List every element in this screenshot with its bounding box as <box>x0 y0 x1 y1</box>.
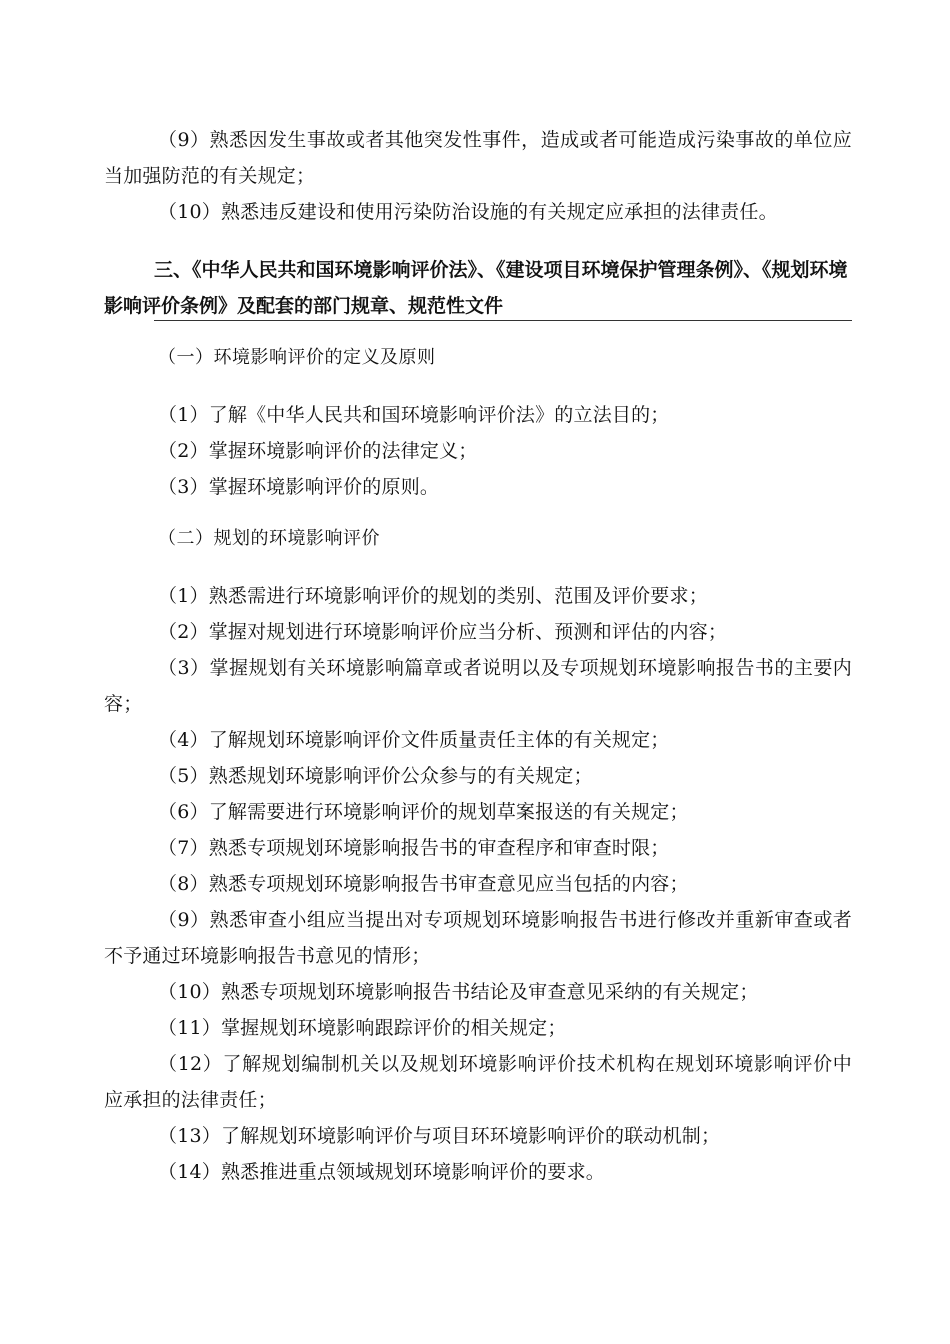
list-item: （14）熟悉推进重点领域规划环境影响评价的要求。 <box>158 1161 605 1183</box>
list-item: （1）熟悉需进行环境影响评价的规划的类别、范围及评价要求； <box>158 585 708 607</box>
list-item: （2）掌握对规划进行环境影响评价应当分析、预测和评估的内容； <box>158 621 728 643</box>
list-item: （3）掌握环境影响评价的原则。 <box>158 476 440 498</box>
subsection-title: （一）环境影响评价的定义及原则 <box>158 347 436 368</box>
list-item: （5）熟悉规划环境影响评价公众参与的有关规定； <box>158 765 593 787</box>
subsection-title: （二）规划的环境影响评价 <box>158 528 380 549</box>
list-item: （13）了解规划环境影响评价与项目环环境影响评价的联动机制； <box>158 1125 721 1147</box>
list-item: （3）掌握规划有关环境影响篇章或者说明以及专项规划环境影响报告书的主要内容； <box>104 657 852 715</box>
list-item: （7）熟悉专项规划环境影响报告书的审查程序和审查时限； <box>158 837 670 859</box>
list-item: （11）掌握规划环境影响跟踪评价的相关规定； <box>158 1017 567 1039</box>
list-item: （8）熟悉专项规划环境影响报告书审查意见应当包括的内容； <box>158 873 689 895</box>
section-heading: 三、《中华人民共和国环境影响评价法》、《建设项目环境保护管理条例》、《规划环境影响评价条例》及配套的部门规章、规范性文件 <box>104 259 848 317</box>
heading-divider <box>154 320 852 321</box>
list-item: （10）熟悉专项规划环境影响报告书结论及审查意见采纳的有关规定； <box>158 981 759 1003</box>
list-item: （9）熟悉审查小组应当提出对专项规划环境影响报告书进行修改并重新审查或者不予通过环境影响报告书意见的情形； <box>104 909 852 967</box>
list-item: （6）了解需要进行环境影响评价的规划草案报送的有关规定； <box>158 801 689 823</box>
list-item: （4）了解规划环境影响评价文件质量责任主体的有关规定； <box>158 729 670 751</box>
list-item: （9）熟悉因发生事故或者其他突发性事件，造成或者可能造成污染事故的单位应当加强防范的有关规定； <box>104 129 852 187</box>
list-item: （12）了解规划编制机关以及规划环境影响评价技术机构在规划环境影响评价中应承担的法律责任； <box>104 1053 852 1111</box>
list-item: （2）掌握环境影响评价的法律定义； <box>158 440 478 462</box>
list-item: （10）熟悉违反建设和使用污染防治设施的有关规定应承担的法律责任。 <box>158 201 778 223</box>
list-item: （1）了解《中华人民共和国环境影响评价法》的立法目的； <box>158 404 670 426</box>
